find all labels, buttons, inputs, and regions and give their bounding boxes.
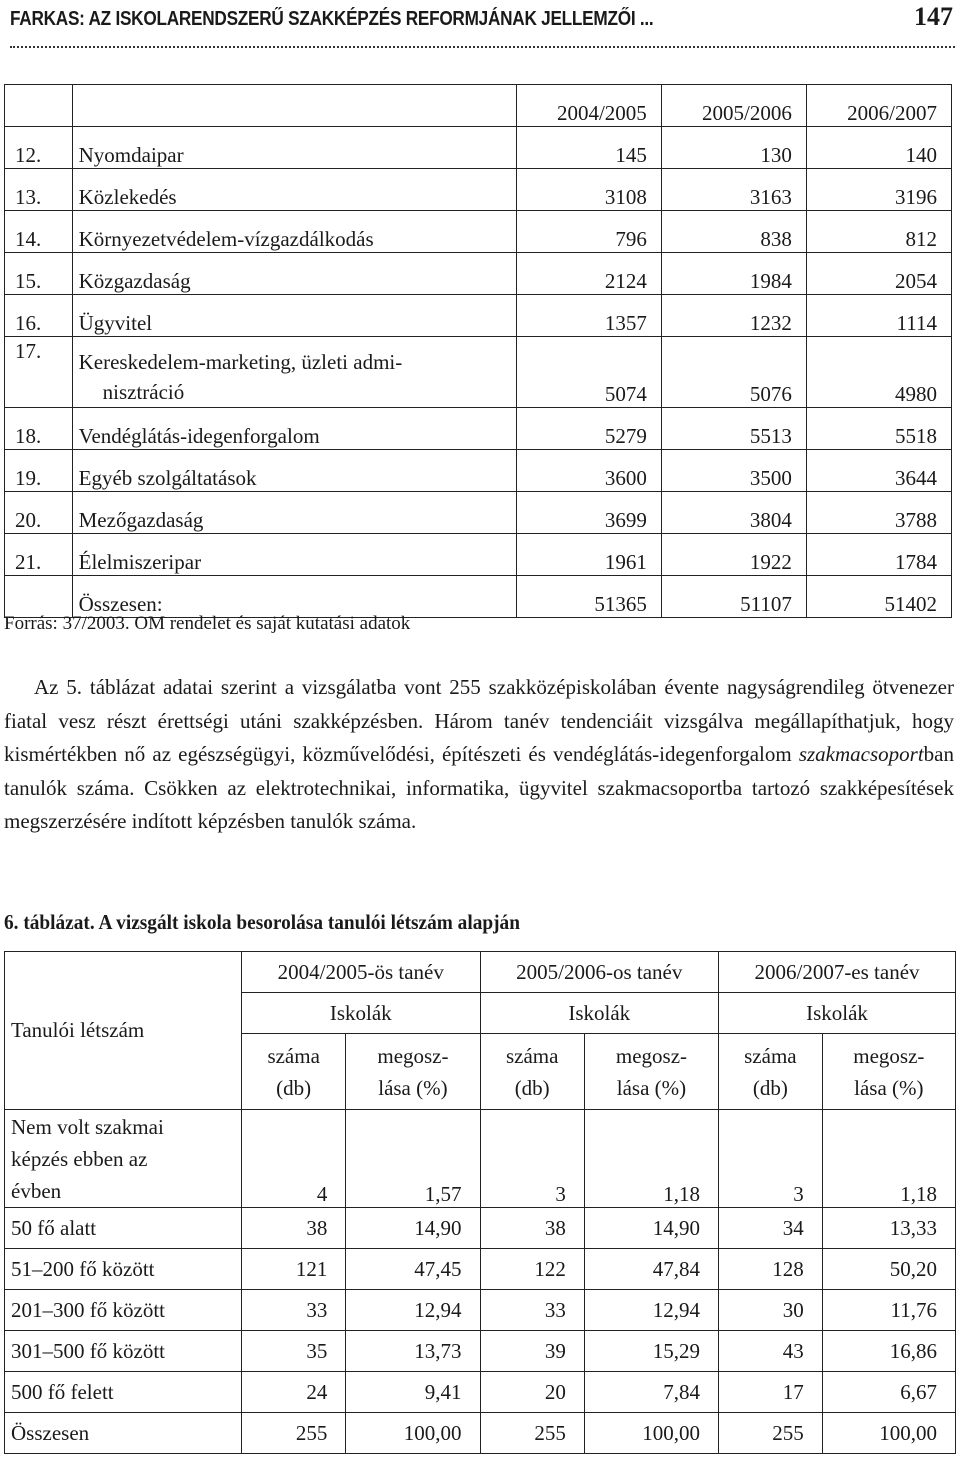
running-title: FARKAS: AZ ISKOLARENDSZERŰ SZAKKÉPZÉS REFORMJÁNAK JELLEMZŐI ...: [10, 8, 654, 30]
table-row: [5, 1331, 956, 1372]
cell-value: 35: [242, 1331, 346, 1372]
row-label: 51–200 fő között: [5, 1249, 242, 1290]
row-index: 15.: [5, 253, 73, 295]
cell-value: 5518: [806, 408, 951, 450]
row-label-line: képzés ebben az: [11, 1147, 148, 1171]
cell-value: 12,94: [584, 1290, 718, 1331]
row-name: Vendéglátás-idegenforgalom: [72, 408, 516, 450]
cell-value: 3500: [661, 450, 806, 492]
total-row: [5, 576, 952, 618]
total-value: 51365: [516, 576, 661, 618]
table-row: [5, 1249, 956, 1290]
body-paragraph: [4, 671, 954, 839]
cell-value: 38: [480, 1208, 584, 1249]
row-label: [5, 1110, 242, 1208]
cell-value: 43: [719, 1331, 823, 1372]
cell-value: 47,45: [346, 1249, 480, 1290]
cell-value: 100,00: [584, 1413, 718, 1454]
page-header: [10, 2, 955, 48]
schools-header: Iskolák: [719, 993, 956, 1034]
count-header-line: (db): [514, 1075, 550, 1100]
cell-value: 255: [242, 1413, 346, 1454]
cell-value: 14,90: [584, 1208, 718, 1249]
cell-value: 1357: [516, 295, 661, 337]
row-label: 201–300 fő között: [5, 1290, 242, 1331]
table-header-row: [5, 952, 956, 993]
share-header-line: megosz-: [377, 1043, 449, 1068]
row-label: 301–500 fő között: [5, 1331, 242, 1372]
year-header: 2005/2006: [661, 85, 806, 127]
cell-value: 1232: [661, 295, 806, 337]
total-value: 51107: [661, 576, 806, 618]
cell-value: 2124: [516, 253, 661, 295]
cell-value: 1922: [661, 534, 806, 576]
table-row: [5, 1110, 956, 1208]
cell-value: 3196: [806, 169, 951, 211]
cell-value: 5074: [516, 337, 661, 408]
share-header-line: lása (%): [378, 1075, 448, 1100]
share-header: [346, 1034, 480, 1110]
table-row: [5, 337, 952, 408]
cell-value: 812: [806, 211, 951, 253]
page-number: 147: [914, 2, 953, 31]
cell-value: 1114: [806, 295, 951, 337]
row-name-line: nisztráció: [102, 380, 185, 404]
table-source-note: Forrás: 37/2003. OM rendelet és saját kutatási adatok: [4, 613, 411, 634]
year-header: 2005/2006-os tanév: [480, 952, 719, 993]
table-row: [5, 534, 952, 576]
row-label: Összesen: [5, 1413, 242, 1454]
table-row: [5, 492, 952, 534]
year-header: 2004/2005: [516, 85, 661, 127]
cell-value: 130: [661, 127, 806, 169]
row-name: Közgazdaság: [72, 253, 516, 295]
caption-text: A vizsgált iskola besorolása tanulói létszám alapján: [94, 910, 520, 934]
table-row: [5, 253, 952, 295]
cell-value: 33: [242, 1290, 346, 1331]
schools-header: Iskolák: [480, 993, 719, 1034]
row-index: 13.: [5, 169, 73, 211]
cell-value: 15,29: [584, 1331, 718, 1372]
row-label-line: évben: [11, 1179, 62, 1203]
row-index: 17.: [5, 337, 73, 408]
cell-value: 30: [719, 1290, 823, 1331]
table-row: [5, 211, 952, 253]
header-empty-cell: [5, 85, 73, 127]
cell-value: 1984: [661, 253, 806, 295]
cell-value: 7,84: [584, 1372, 718, 1413]
year-header: 2004/2005-ös tanév: [242, 952, 481, 993]
row-index: 14.: [5, 211, 73, 253]
row-index: 12.: [5, 127, 73, 169]
table-row: [5, 127, 952, 169]
cell-value: 3163: [661, 169, 806, 211]
cell-value: 50,20: [822, 1249, 955, 1290]
cell-value: 34: [719, 1208, 823, 1249]
total-row: [5, 1413, 956, 1454]
share-header: [822, 1034, 955, 1110]
cell-value: 13,33: [822, 1208, 955, 1249]
cell-value: 1784: [806, 534, 951, 576]
cell-value: 14,90: [346, 1208, 480, 1249]
cell-value: 1,18: [584, 1110, 718, 1208]
count-header-line: (db): [752, 1075, 788, 1100]
table-row: [5, 295, 952, 337]
share-header-line: megosz-: [615, 1043, 688, 1068]
count-header: [480, 1034, 584, 1110]
row-name: Egyéb szolgáltatások: [72, 450, 516, 492]
row-name: Ügyvitel: [72, 295, 516, 337]
cell-value: 47,84: [584, 1249, 718, 1290]
row-name: Közlekedés: [72, 169, 516, 211]
table-6: [4, 951, 956, 1454]
cell-value: 1,57: [346, 1110, 480, 1208]
share-header: [584, 1034, 718, 1110]
cell-value: 796: [516, 211, 661, 253]
cell-value: 13,73: [346, 1331, 480, 1372]
count-header: [242, 1034, 346, 1110]
cell-value: 12,94: [346, 1290, 480, 1331]
paragraph-text: ban tanulók száma. Csökken az elektrotechnikai, informatika, ügyvitel szakmacsoportba tartozó szakképesítések megszerzésére indított képzésben tanulók száma.: [4, 742, 954, 833]
table-row: [5, 1290, 956, 1331]
row-index: 16.: [5, 295, 73, 337]
cell-value: 121: [242, 1249, 346, 1290]
cell-value: 3788: [806, 492, 951, 534]
row-name-line: Kereskedelem-marketing, üzleti admi-: [78, 350, 403, 374]
cell-value: 1,18: [822, 1110, 955, 1208]
row-label-line: Nem volt szakmai: [11, 1115, 164, 1139]
table-header-row: [5, 85, 952, 127]
cell-value: 4980: [806, 337, 951, 408]
cell-value: 100,00: [346, 1413, 480, 1454]
row-label: 50 fő alatt: [5, 1208, 242, 1249]
cell-value: 39: [480, 1331, 584, 1372]
cell-value: 5279: [516, 408, 661, 450]
row-index: [5, 576, 73, 618]
cell-value: 122: [480, 1249, 584, 1290]
cell-value: 5513: [661, 408, 806, 450]
caption-number: 6. táblázat.: [4, 910, 95, 934]
cell-value: 4: [242, 1110, 346, 1208]
table-row: [5, 408, 952, 450]
row-index: 20.: [5, 492, 73, 534]
row-index: 18.: [5, 408, 73, 450]
cell-value: 3600: [516, 450, 661, 492]
cell-value: 3699: [516, 492, 661, 534]
cell-value: 1961: [516, 534, 661, 576]
cell-value: 838: [661, 211, 806, 253]
share-header-line: megosz-: [853, 1043, 925, 1068]
schools-header: Iskolák: [242, 993, 481, 1034]
row-index: 21.: [5, 534, 73, 576]
row-name: Környezetvédelem-vízgazdálkodás: [72, 211, 516, 253]
cell-value: 3: [480, 1110, 584, 1208]
cell-value: 24: [242, 1372, 346, 1413]
cell-value: 3644: [806, 450, 951, 492]
row-header: Tanulói létszám: [5, 952, 242, 1110]
table-row: [5, 450, 952, 492]
table-row: [5, 169, 952, 211]
cell-value: 6,67: [822, 1372, 955, 1413]
share-header-line: lása (%): [616, 1075, 687, 1100]
paragraph-italic: szakmacsoport: [798, 742, 924, 766]
paragraph-text: Az 5. táblázat adatai szerint a vizsgálatba vont 255 szakközépiskolában évente nagyságrendileg ötvenezer fiatal vesz részt érettségi utáni szakképzésben. Három tanév tendenciáit vizsgálva megállapíthatjuk, hogy kismértékben nő az egészségügyi, közművelődési, építészeti és vendéglátás-idegenforgalom: [4, 675, 954, 766]
cell-value: 38: [242, 1208, 346, 1249]
year-header: 2006/2007-es tanév: [719, 952, 956, 993]
cell-value: 5076: [661, 337, 806, 408]
count-header-line: száma: [267, 1043, 320, 1068]
row-index: 19.: [5, 450, 73, 492]
cell-value: 3804: [661, 492, 806, 534]
share-header-line: lása (%): [854, 1075, 924, 1100]
cell-value: 2054: [806, 253, 951, 295]
cell-value: 3: [719, 1110, 823, 1208]
cell-value: 17: [719, 1372, 823, 1413]
row-name: Mezőgazdaság: [72, 492, 516, 534]
count-header-line: száma: [744, 1043, 797, 1068]
header-empty-cell: [72, 85, 516, 127]
count-header-line: (db): [276, 1075, 312, 1100]
cell-value: 11,76: [822, 1290, 955, 1331]
row-name: Nyomdaipar: [72, 127, 516, 169]
count-header-line: száma: [505, 1043, 559, 1068]
cell-value: 140: [806, 127, 951, 169]
table-6-caption: [4, 910, 520, 935]
row-label: 500 fő felett: [5, 1372, 242, 1413]
total-value: 51402: [806, 576, 951, 618]
cell-value: 9,41: [346, 1372, 480, 1413]
cell-value: 100,00: [822, 1413, 955, 1454]
row-name: [72, 337, 516, 408]
table-5-continuation: [4, 84, 952, 618]
table-row: [5, 1372, 956, 1413]
cell-value: 33: [480, 1290, 584, 1331]
total-label: Összesen:: [72, 576, 516, 618]
cell-value: 255: [719, 1413, 823, 1454]
cell-value: 128: [719, 1249, 823, 1290]
row-name: Élelmiszeripar: [72, 534, 516, 576]
cell-value: 16,86: [822, 1331, 955, 1372]
cell-value: 145: [516, 127, 661, 169]
cell-value: 255: [480, 1413, 584, 1454]
cell-value: 20: [480, 1372, 584, 1413]
count-header: [719, 1034, 823, 1110]
cell-value: 3108: [516, 169, 661, 211]
year-header: 2006/2007: [806, 85, 951, 127]
table-row: [5, 1208, 956, 1249]
